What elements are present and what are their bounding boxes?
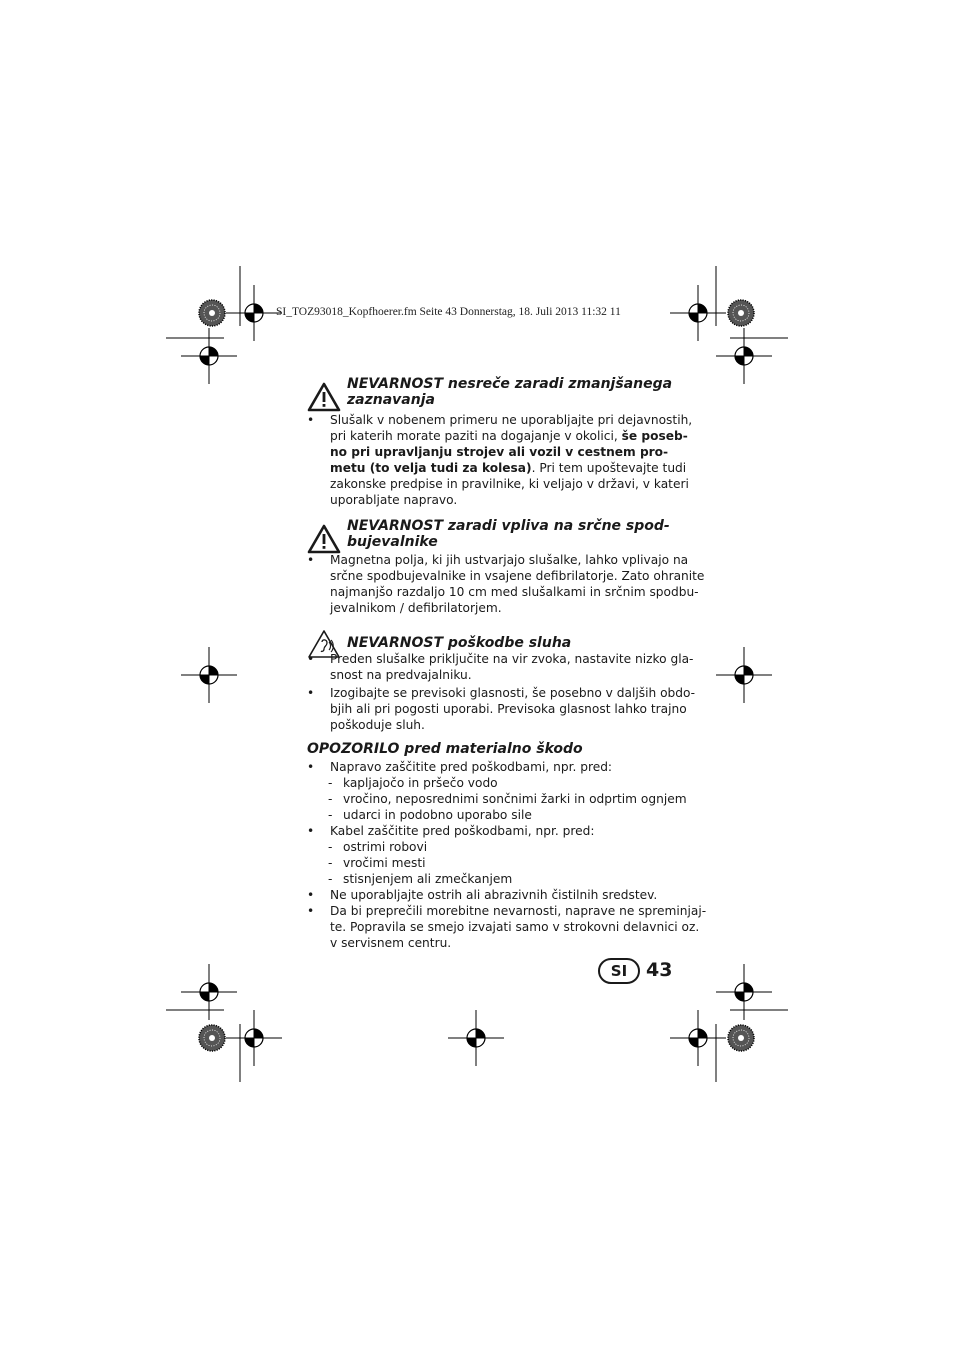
language-badge: SI <box>598 958 640 984</box>
list-item: • Kabel zaščitite pred poškodbami, npr. pred: <box>307 824 595 838</box>
print-header: SI_TOZ93018_Kopfhoerer.fm Seite 43 Donnerstag, 18. Juli 2013 11:32 11 <box>276 306 621 318</box>
page-number: 43 <box>646 959 673 981</box>
list-item: • Magnetna polja, ki jih ustvarjajo slušalke, lahko vplivajo na srčne spodbujevalnike in vsajene defibrilatorje. Zato ohranite najmanjšo razdaljo 10 cm med slušalkami in srčnim spodbu- jevalnikom / defibrilatorjem. <box>307 553 705 615</box>
warning-triangle-icon <box>307 382 341 412</box>
section-title-danger-reduced-perception: NEVARNOST nesreče zaradi zmanjšanega zaznavanja <box>307 376 669 408</box>
section-title-danger-hearing: NEVARNOST poškodbe sluha <box>307 635 669 651</box>
sub-list-item: - stisnjenjem ali zmečkanjem <box>328 872 513 886</box>
list-item: • Da bi preprečili morebitne nevarnosti, naprave ne spreminjaj- te. Popravila se smejo izvajati samo v strokovni delavnici oz. v servisnem centru. <box>307 904 707 950</box>
sub-list-item: - kapljajočo in pršečo vodo <box>328 776 498 790</box>
sub-list-item: - vročimi mesti <box>328 856 426 870</box>
page-content <box>307 376 707 951</box>
sub-list-item: - vročino, neposrednimi sončnimi žarki in odprtim ognjem <box>328 792 687 806</box>
warning-triangle-icon <box>307 524 341 554</box>
sub-list-item: - ostrimi robovi <box>328 840 428 854</box>
list-item: • Napravo zaščitite pred poškodbami, npr. pred: <box>307 760 613 774</box>
list-item: • Preden slušalke priključite na vir zvoka, nastavite nizko gla- snost na predvajalniku. <box>307 652 694 682</box>
section-title-danger-pacemakers: NEVARNOST zaradi vpliva na srčne spod- bujevalnike <box>307 518 669 550</box>
list-item: • Ne uporabljajte ostrih ali abrazivnih čistilnih sredstev. <box>307 888 658 902</box>
list-item: • Slušalk v nobenem primeru ne uporabljajte pri dejavnostih, pri katerih morate paziti na dogajanje v okolici, še poseb- no pri upravljanju strojev ali vozil v cestnem pro- metu (to velja tudi za kolesa). Pri tem upoštevajte tudi zakonske predpise in pravilnike, ki veljajo v državi, v kateri uporabljate napravo. <box>307 413 693 507</box>
list-item: • Izogibajte se previsoki glasnosti, še posebno v daljših obdo- bjih ali pri pogosti uporabi. Previsoka glasnost lahko trajno poškoduje sluh. <box>307 686 696 732</box>
section-title-caution-material-damage: OPOZORILO pred materialno škodo <box>307 741 583 757</box>
sub-list-item: - udarci in podobno uporabo sile <box>328 808 532 822</box>
